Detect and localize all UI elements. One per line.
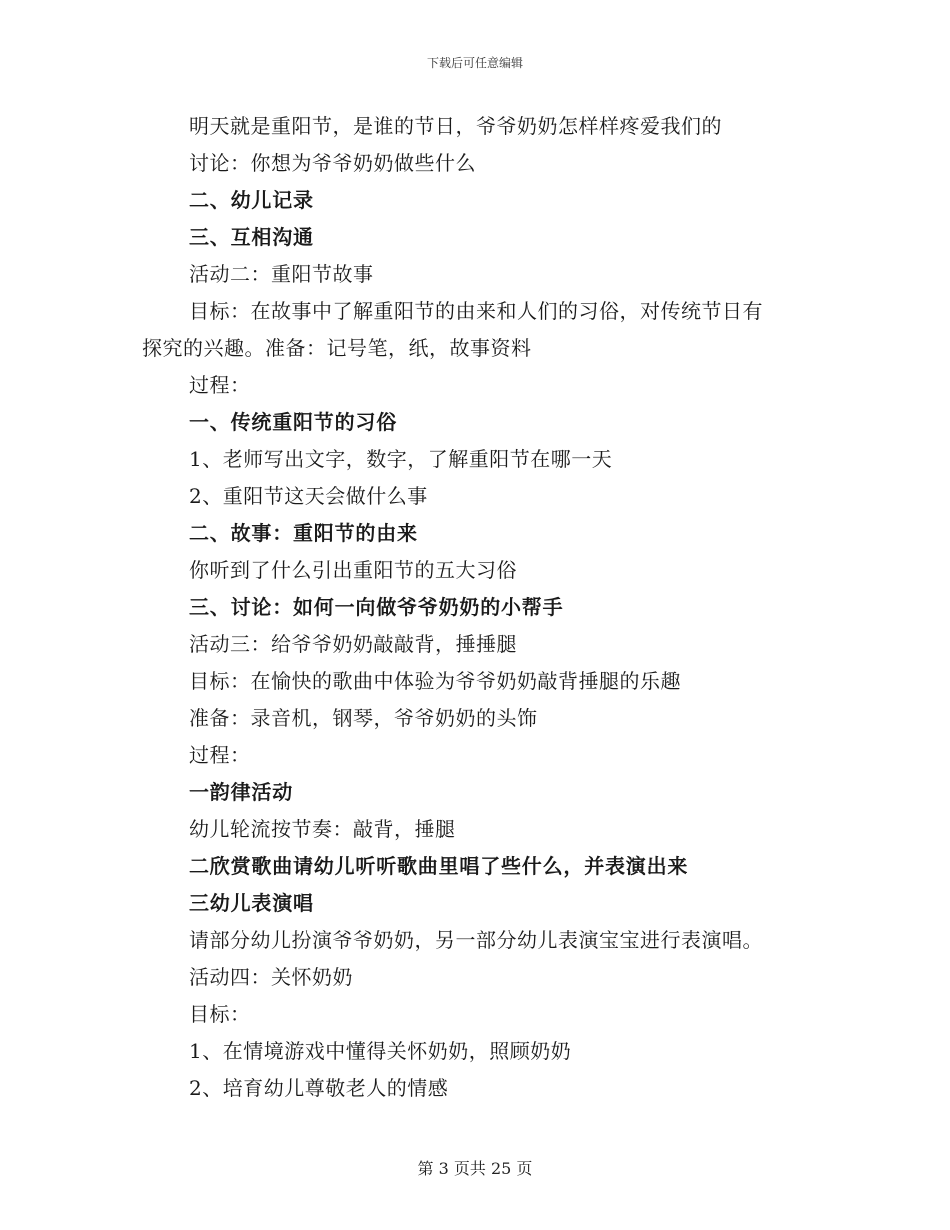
text-line: 过程：	[189, 743, 251, 767]
text-line: 准备：录音机，钢琴，爷爷奶奶的头饰	[189, 706, 538, 730]
text-line: 目标：	[189, 1002, 251, 1026]
text-line: 过程：	[189, 373, 251, 397]
section-heading: 二、故事：重阳节的由来	[189, 521, 418, 545]
page-footer: 第 3 页共 25 页	[417, 1159, 533, 1178]
page-header: 下载后可任意编辑	[426, 56, 523, 70]
section-heading: 三、讨论：如何一向做爷爷奶奶的小帮手	[189, 595, 564, 619]
section-heading: 一、传统重阳节的习俗	[189, 410, 397, 434]
text-line: 请部分幼儿扮演爷爷奶奶，另一部分幼儿表演宝宝进行表演唱。	[189, 928, 763, 952]
text-line: 目标：在故事中了解重阳节的由来和人们的习俗，对传统节日有	[189, 299, 763, 323]
section-heading: 三幼儿表演唱	[189, 891, 314, 915]
document-body	[142, 108, 822, 1107]
text-line: 幼儿轮流按节奏：敲背，捶腿	[189, 817, 456, 841]
section-heading: 二、幼儿记录	[189, 188, 314, 212]
text-line: 你听到了什么引出重阳节的五大习俗	[189, 558, 517, 582]
section-heading: 一韵律活动	[189, 780, 293, 804]
text-line: 目标：在愉快的歌曲中体验为爷爷奶奶敲背捶腿的乐趣	[189, 669, 681, 693]
text-line-continuation: 探究的兴趣。准备：记号笔，纸，故事资料	[142, 336, 532, 360]
list-item: 1、老师写出文字，数字，了解重阳节在哪一天	[189, 447, 613, 471]
activity-title: 活动四：关怀奶奶	[189, 965, 353, 989]
list-item: 2、重阳节这天会做什么事	[189, 484, 428, 508]
section-heading: 三、互相沟通	[189, 225, 314, 249]
list-item: 2、培育幼儿尊敬老人的情感	[189, 1076, 449, 1100]
text-line: 明天就是重阳节，是谁的节日，爷爷奶奶怎样样疼爱我们的	[189, 114, 722, 138]
activity-title: 活动三：给爷爷奶奶敲敲背，捶捶腿	[189, 632, 517, 656]
list-item: 1、在情境游戏中懂得关怀奶奶，照顾奶奶	[189, 1039, 572, 1063]
text-line: 讨论：你想为爷爷奶奶做些什么	[189, 151, 476, 175]
activity-title: 活动二：重阳节故事	[189, 262, 374, 286]
section-heading: 二欣赏歌曲请幼儿听听歌曲里唱了些什么，并表演出来	[189, 854, 689, 878]
